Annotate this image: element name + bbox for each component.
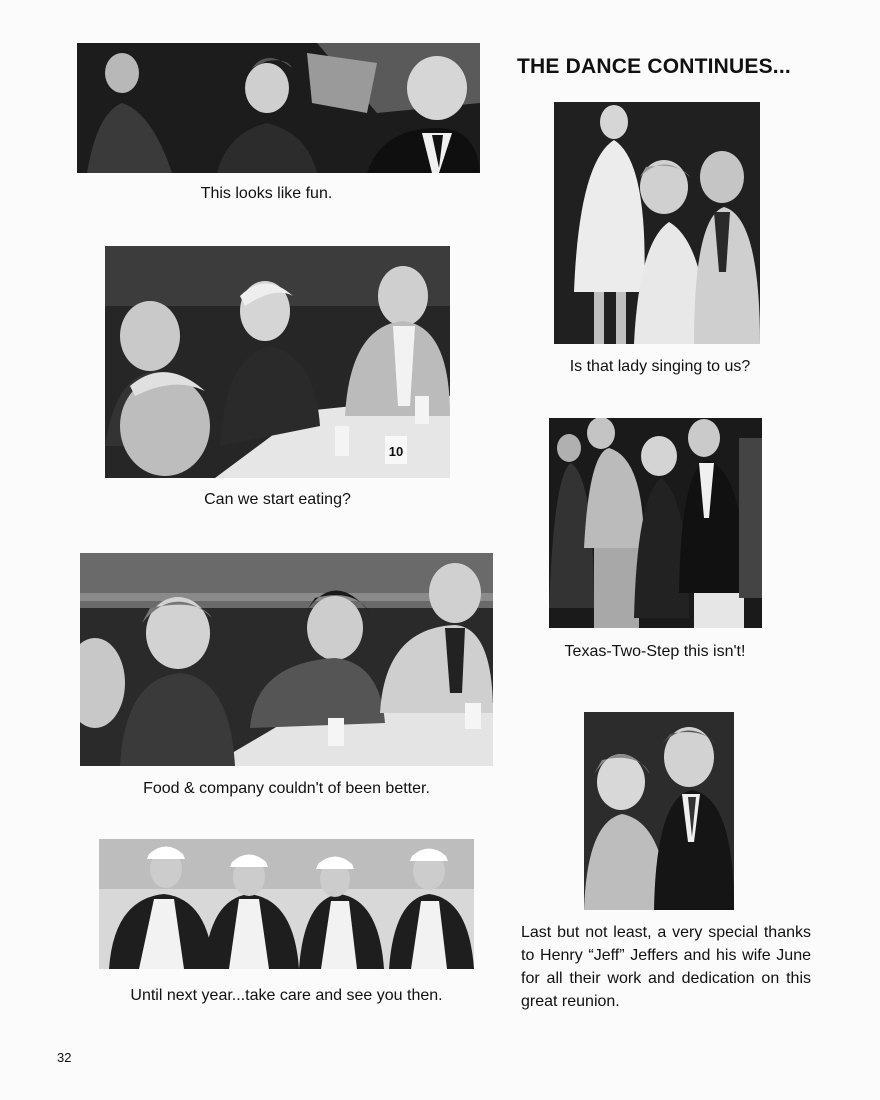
page-heading: THE DANCE CONTINUES... [517, 55, 791, 78]
caption-this-looks-like-fun: This looks like fun. [200, 185, 333, 202]
closing-thanks-paragraph: Last but not least, a very special thanks to Henry “Jeff” Jeffers and his wife June for all their work and dedication on this great reunion. [521, 924, 811, 1010]
photo-food-and-company [80, 553, 493, 766]
caption-lady-singing: Is that lady singing to us? [569, 358, 751, 375]
page-number: 32 [57, 1050, 72, 1065]
photo-two-step [549, 418, 762, 628]
photo-lady-singing [554, 102, 760, 344]
photo-start-eating [105, 246, 450, 478]
caption-two-step: Texas-Two-Step this isn't! [564, 643, 746, 660]
table-number-card: 10 [388, 444, 404, 459]
photo-four-men-in-caps [99, 839, 474, 969]
caption-food-and-company: Food & company couldn't of been better. [143, 780, 430, 797]
photo-jeffers-portrait [584, 712, 734, 910]
caption-until-next-year: Until next year...take care and see you then. [130, 987, 443, 1004]
caption-can-we-start-eating: Can we start eating? [204, 491, 351, 508]
photo-three-guests [77, 43, 480, 173]
